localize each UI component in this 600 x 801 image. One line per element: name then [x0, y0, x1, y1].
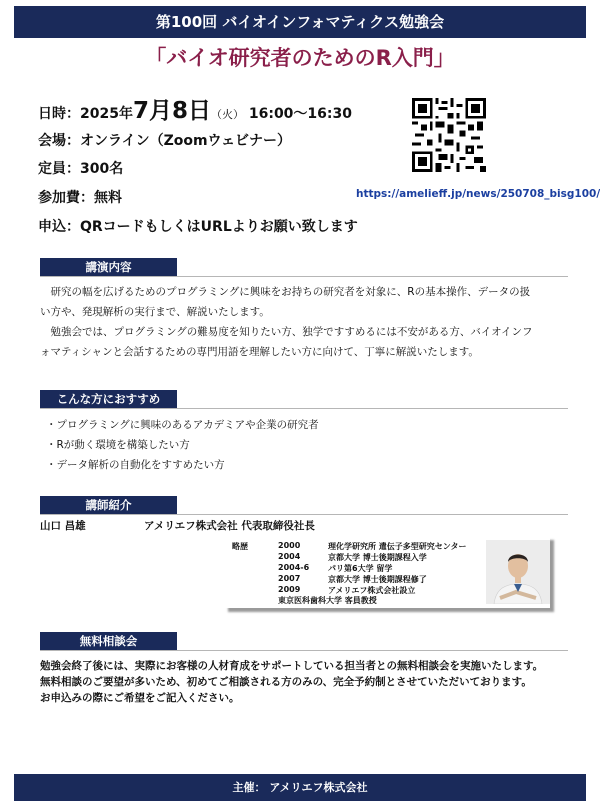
career-text: アメリエフ株式会社設立 — [328, 586, 416, 595]
qr-code-icon[interactable] — [412, 98, 486, 172]
lecture-description — [40, 282, 568, 362]
recommend-item: ・Rが動く環境を構築したい方 — [46, 439, 190, 451]
capacity-label: 定員： — [38, 161, 80, 177]
section-instructor-heading: 講師紹介 — [40, 496, 177, 514]
event-title: 「バイオ研究者のためのR入門」 — [145, 46, 455, 70]
career-label: 略歴 — [232, 542, 248, 551]
section-consult-heading: 無料相談会 — [40, 632, 177, 650]
career-text: 理化学研究所 遺伝子多型研究センター — [328, 542, 467, 551]
capacity-value: 300名 — [80, 161, 124, 177]
venue-row — [38, 130, 291, 150]
date-weekday: （火） — [210, 108, 244, 121]
career-text: 京都大学 博士後期課程修了 — [328, 575, 427, 584]
recommend-item: ・プログラミングに興味のあるアカデミアや企業の研究者 — [46, 419, 319, 431]
capacity-row — [38, 158, 123, 178]
section-divider — [40, 514, 568, 515]
date-month-day: 7月8日 — [132, 98, 211, 124]
event-header: 第100回 バイオインフォマティクス勉強会 — [14, 6, 586, 38]
fee-label: 参加費： — [38, 190, 94, 206]
date-year: 2025年 — [80, 106, 133, 122]
fee-value: 無料 — [94, 190, 122, 206]
event-url-link[interactable]: https://amelieff.jp/news/250708_bisg100/ — [356, 188, 600, 200]
apply-row — [38, 216, 358, 236]
career-text: パリ第6大学 留学 — [328, 564, 393, 573]
recommend-item: ・データ解析の自動化をすすめたい方 — [46, 459, 225, 471]
apply-label: 申込： — [38, 219, 80, 235]
career-extra: 東京医科歯科大学 客員教授 — [278, 596, 377, 605]
section-recommend-heading: こんな方におすすめ — [40, 390, 177, 408]
date-row — [38, 92, 352, 125]
apply-value: QRコードもしくはURLよりお願い致します — [80, 219, 358, 235]
career-year: 2009 — [278, 585, 301, 594]
organizer-footer: 主催： アメリエフ株式会社 — [14, 774, 586, 801]
career-text: 京都大学 博士後期課程入学 — [328, 553, 427, 562]
consult-line: お申込みの際にご希望をご記入ください。 — [40, 692, 240, 704]
instructor-photo — [486, 540, 550, 604]
section-divider — [40, 408, 568, 409]
career-year: 2004 — [278, 552, 301, 561]
instructor-name: 山口 昌雄 — [40, 520, 86, 532]
venue-label: 会場： — [38, 133, 80, 149]
section-divider — [40, 276, 568, 277]
lecture-line: 勉強会では、プログラミングの難易度を知りたい方、独学ですすめるには不安がある方、バイオインフ — [50, 326, 533, 338]
date-time: 16:00〜16:30 — [248, 106, 352, 122]
section-lecture-heading: 講演内容 — [40, 258, 177, 276]
consult-line: 無料相談のご要望が多いため、初めてご相談される方のみの、完全予約制とさせていただいております。 — [40, 676, 532, 688]
date-label: 日時： — [38, 106, 80, 122]
lecture-line: 研究の幅を広げるためのプログラミングに興味をお持ちの研究者を対象に、Rの基本操作、データの扱 — [50, 286, 531, 298]
consult-line: 勉強会終了後には、実際にお客様の人材育成をサポートしている担当者との無料相談会を実施いたします。 — [40, 660, 544, 672]
career-year: 2004-6 — [278, 563, 310, 572]
career-year: 2000 — [278, 541, 301, 550]
lecture-line: ォマティシャンと会話するための専門用語を理解したい方に向けて、丁寧に解説いたします。 — [40, 346, 479, 358]
section-divider — [40, 650, 568, 651]
fee-row — [38, 187, 122, 207]
instructor-title: アメリエフ株式会社 代表取締役社長 — [144, 520, 315, 532]
venue-value: オンライン（Zoomウェビナー） — [80, 133, 291, 149]
career-year: 2007 — [278, 574, 301, 583]
lecture-line: い方や、発現解析の実行まで、解説いたします。 — [40, 306, 270, 318]
